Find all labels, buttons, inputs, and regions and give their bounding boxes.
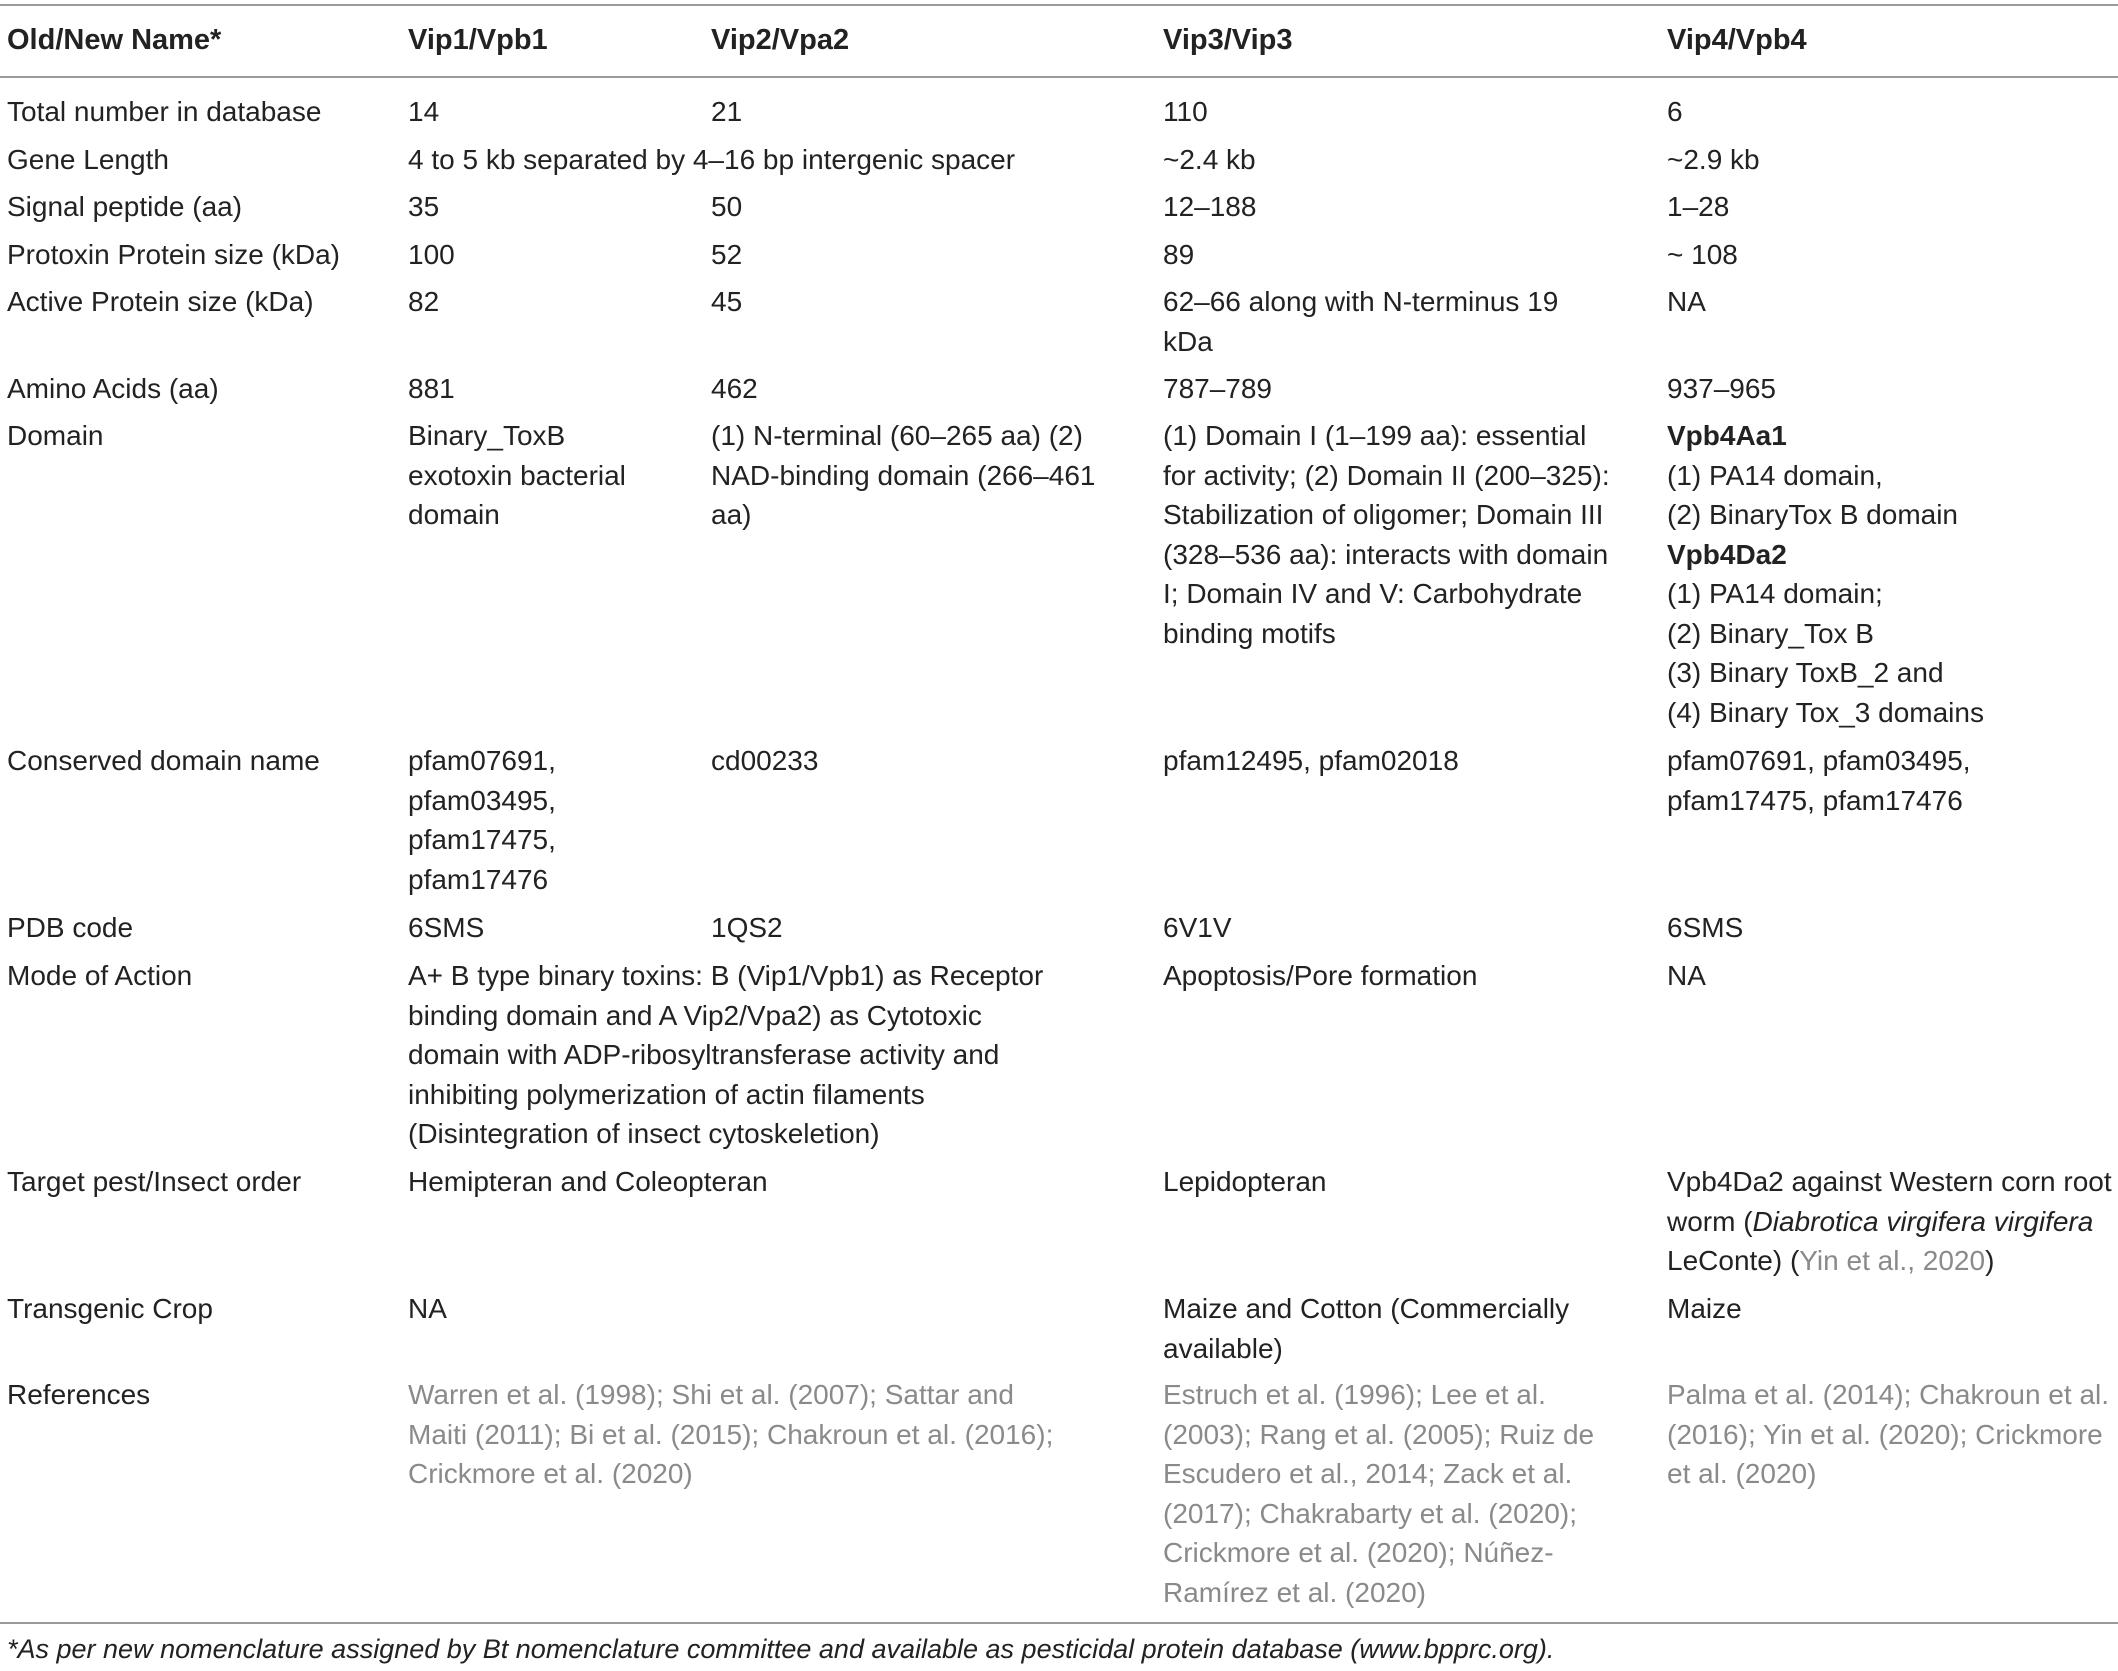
row-label: Active Protein size (kDa) — [7, 286, 314, 317]
cell-vip4: Maize — [1667, 1293, 1742, 1324]
cell-vip1-vip2: 4 to 5 kb separated by 4–16 bp intergenic spacer — [408, 144, 1016, 175]
cell-vip2: 462 — [711, 373, 758, 404]
row-label: Domain — [7, 420, 104, 451]
references-vip1-vip2[interactable]: Warren et al. (1998); Shi et al. (2007); Sattar and Maiti (2011); Bi et al. (2015); Chakroun et al. (2016); Crickmore et al. (2020) — [408, 1379, 1054, 1489]
row-label: Amino Acids (aa) — [7, 373, 219, 404]
cell-vip3: Maize and Cotton (Commercially available) — [1163, 1293, 1570, 1364]
row-label: References — [7, 1379, 151, 1410]
cell-vip4: 6SMS — [1667, 912, 1744, 943]
cell-vip3: 62–66 along with N-terminus 19 kDa — [1163, 286, 1559, 357]
target-text: Vpb4Da2 against Western corn root worm ( — [1667, 1166, 2112, 1237]
header-rule — [0, 76, 2118, 78]
cell-vip1: 82 — [408, 286, 440, 317]
row-label: Transgenic Crop — [7, 1293, 213, 1324]
references-vip4[interactable]: Palma et al. (2014); Chakroun et al. (2016); Yin et al. (2020); Crickmore et al. (2020) — [1667, 1379, 2110, 1489]
cell-vip4: NA — [1667, 286, 1706, 317]
header-vip1: Vip1/Vpb1 — [408, 24, 548, 56]
row-label: Total number in database — [7, 96, 322, 127]
cell-vip4: 937–965 — [1667, 373, 1777, 404]
cell-vip4: 6 — [1667, 96, 1683, 127]
cell-vip1-vip2: Hemipteran and Coleopteran — [408, 1166, 768, 1197]
table-top-rule — [0, 4, 2118, 6]
target-text: ) — [1985, 1245, 1995, 1276]
cell-vip1: 881 — [408, 373, 455, 404]
cell-vip4 — [1667, 1162, 2112, 1281]
cell-vip4: ~2.9 kb — [1667, 144, 1760, 175]
cell-vip3: (1) Domain I (1–199 aa): essential for activity; (2) Domain II (200–325): Stabilization of oligomer; Domain III (328–536 aa): interacts with domain I; Domain IV and V: Carbohydrate binding motifs — [1163, 420, 1610, 649]
cell-vip2: 45 — [711, 286, 743, 317]
header-vip4: Vip4/Vpb4 — [1667, 24, 1807, 56]
cell-vip4 — [1667, 416, 2112, 732]
reference-link[interactable]: Yin et al., 2020 — [1799, 1245, 1986, 1276]
cell-vip3: 12–188 — [1163, 191, 1257, 222]
cell-vip4: 1–28 — [1667, 191, 1730, 222]
cell-vip3: Apoptosis/Pore formation — [1163, 960, 1478, 991]
references-vip3[interactable]: Estruch et al. (1996); Lee et al. (2003); Rang et al. (2005); Ruiz de Escudero et al., 2014; Zack et al. (2017); Chakrabarty et al. (2020); Crickmore et al. (2020); Núñez-Ramírez et al. (2020) — [1163, 1379, 1595, 1608]
domain-line: (4) Binary Tox_3 domains — [1667, 696, 1984, 728]
table-bottom-rule — [0, 1622, 2118, 1624]
table-footnote: *As per new nomenclature assigned by Bt nomenclature committee and available as pesticidal protein database (www.bpprc.org). — [7, 1634, 1555, 1664]
domain-heading-vpb4da2: Vpb4Da2 — [1667, 538, 1787, 570]
domain-line: (3) Binary ToxB_2 and — [1667, 657, 1944, 688]
header-vip2: Vip2/Vpa2 — [711, 24, 850, 56]
target-text: LeConte) ( — [1667, 1245, 1800, 1276]
domain-line: (2) Binary_Tox B — [1667, 617, 1874, 649]
cell-vip4: ~ 108 — [1667, 239, 1738, 270]
cell-vip2: 52 — [711, 239, 743, 270]
header-old-new-name: Old/New Name* — [7, 24, 222, 56]
cell-vip1: 14 — [408, 96, 440, 127]
cell-vip1: pfam07691, pfam03495, pfam17475, pfam17476 — [408, 745, 556, 895]
cell-vip4: NA — [1667, 960, 1706, 991]
cell-vip1: 6SMS — [408, 912, 485, 943]
cell-vip1: Binary_ToxB exotoxin bacterial domain — [408, 420, 626, 530]
row-label: Signal peptide (aa) — [7, 191, 243, 222]
domain-line: (1) PA14 domain, — [1667, 459, 1883, 491]
cell-vip2: 21 — [711, 96, 743, 127]
row-label: Conserved domain name — [7, 745, 320, 776]
cell-vip1: 35 — [408, 191, 440, 222]
row-label: Target pest/Insect order — [7, 1166, 302, 1197]
cell-vip3: pfam12495, pfam02018 — [1163, 745, 1459, 776]
cell-vip2: (1) N-terminal (60–265 aa) (2) NAD-binding domain (266–461 aa) — [711, 420, 1096, 530]
row-label: PDB code — [7, 912, 134, 943]
cell-vip3: 787–789 — [1163, 373, 1273, 404]
header-vip3: Vip3/Vip3 — [1163, 24, 1293, 56]
row-label: Protoxin Protein size (kDa) — [7, 239, 341, 270]
domain-line: (2) BinaryTox B domain — [1667, 499, 1959, 530]
cell-vip3: Lepidopteran — [1163, 1166, 1327, 1197]
cell-vip3: ~2.4 kb — [1163, 144, 1256, 175]
cell-vip3: 89 — [1163, 239, 1195, 270]
domain-line: (1) PA14 domain; — [1667, 578, 1883, 609]
species-name: Diabrotica virgifera virgifera — [1752, 1205, 2094, 1237]
cell-vip1-vip2: A+ B type binary toxins: B (Vip1/Vpb1) as Receptor binding domain and A Vip2/Vpa2) as Cytotoxic domain with ADP-ribosyltransferase activity and inhibiting polymerization of actin filaments (Disintegration of insect cytoskeletion) — [408, 960, 1044, 1149]
cell-vip2: 1QS2 — [711, 912, 783, 943]
row-label: Gene Length — [7, 144, 169, 175]
cell-vip1-vip2: NA — [408, 1293, 447, 1324]
cell-vip2: cd00233 — [711, 745, 819, 776]
cell-vip3: 110 — [1163, 96, 1208, 127]
domain-heading-vpb4aa1: Vpb4Aa1 — [1667, 420, 1787, 451]
cell-vip4: pfam07691, pfam03495, pfam17475, pfam17476 — [1667, 745, 1971, 816]
cell-vip2: 50 — [711, 191, 743, 222]
cell-vip1: 100 — [408, 239, 455, 270]
cell-vip3: 6V1V — [1163, 912, 1232, 943]
row-label: Mode of Action — [7, 960, 193, 991]
